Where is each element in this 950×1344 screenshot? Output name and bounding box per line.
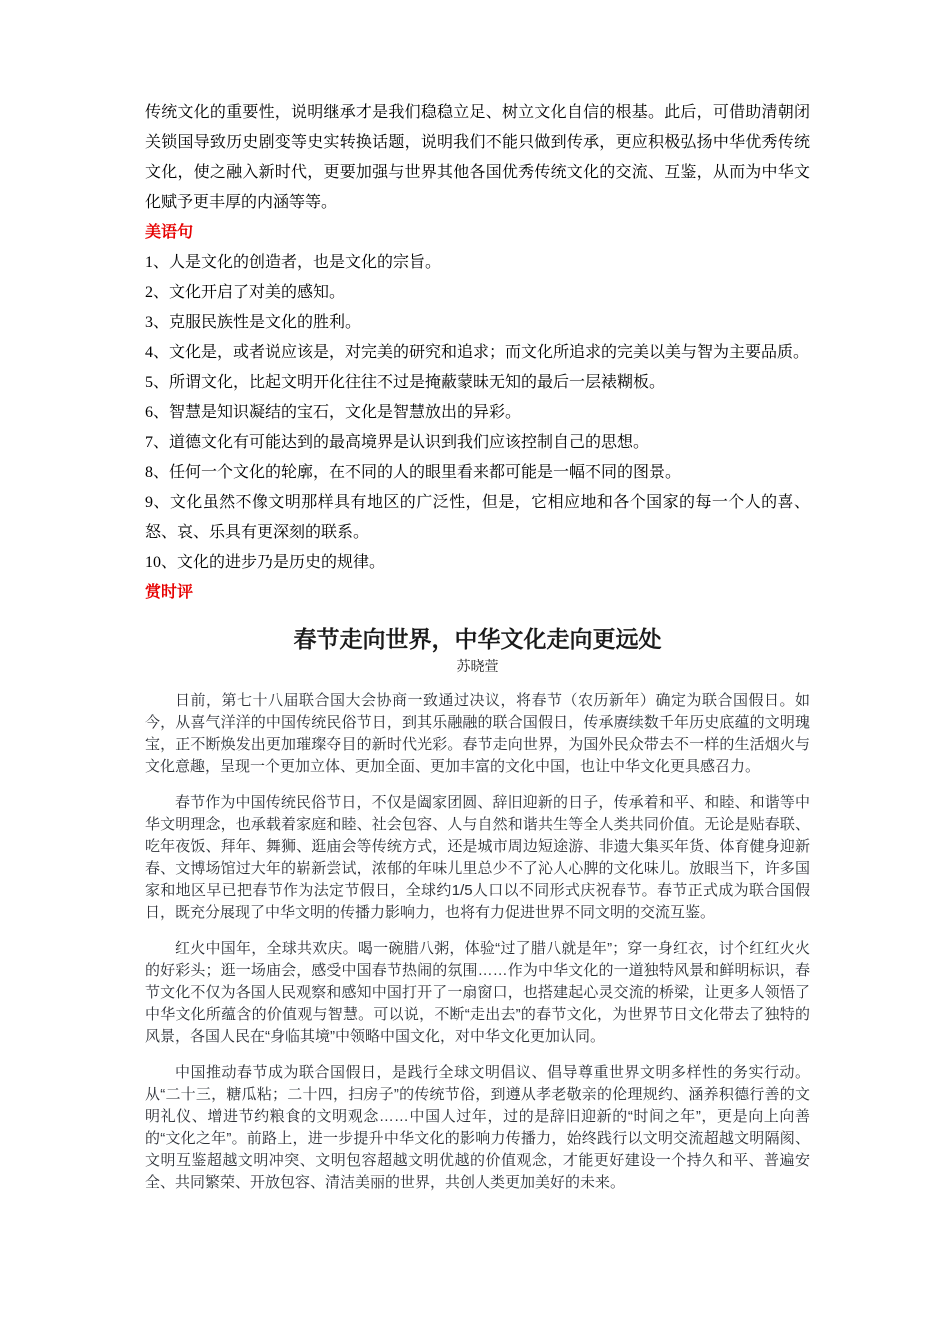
sentence-item-5: 5、所谓文化，比起文明开化往往不过是掩蔽蒙昧无知的最后一层裱糊板。 xyxy=(145,374,666,391)
sentence-item-9: 9、文化虽然不像文明那样具有地区的广泛性，但是，它相应地和各个国家的每一个人的喜、怒、哀、乐具有更深刻的联系。 xyxy=(145,494,810,541)
sentence-item-6: 6、智慧是知识凝结的宝石，文化是智慧放出的异彩。 xyxy=(145,404,522,421)
sentence-item-8: 8、任何一个文化的轮廓，在不同的人的眼里看来都可能是一幅不同的图景。 xyxy=(145,464,682,481)
section-heading-beautiful-sentences: 美语句 xyxy=(145,224,194,241)
sentence-item-10: 10、文化的进步乃是历史的规律。 xyxy=(145,554,386,571)
sentence-item-3: 3、克服民族性是文化的胜利。 xyxy=(145,314,362,331)
essay-paragraph-2: 春节作为中国传统民俗节日，不仅是阖家团圆、辞旧迎新的日子，传承着和平、和睦、和谐等中华文明理念，也承载着家庭和睦、社会包容、人与自然和谐共生等全人类共同价值。无论是贴春联、吃年夜饭、拜年、舞狮、逛庙会等传统方式，还是城市周边短途游、非遗大集买年货、体育健身迎新春、文博场馆过大年的崭新尝试，浓郁的年味儿里总少不了沁人心脾的文化味儿。放眼当下，许多国家和地区早已把春节作为法定节假日，全球约1/5人口以不同形式庆祝春节。春节正式成为联合国假日，既充分展现了中华文明的传播力影响力，也将有力促进世界不同文明的交流互鉴。 xyxy=(145,794,810,921)
intro-paragraph: 传统文化的重要性，说明继承才是我们稳稳立足、树立文化自信的根基。此后，可借助清朝闭关锁国导致历史剧变等史实转换话题，说明我们不能只做到传承，更应积极弘扬中华优秀传统文化，使之融入新时代，更要加强与世界其他各国优秀传统文化的交流、互鉴，从而为中华文化赋予更丰厚的内涵等等。 xyxy=(145,104,810,211)
sentence-item-2: 2、文化开启了对美的感知。 xyxy=(145,284,346,301)
section-heading-review: 赏时评 xyxy=(145,584,194,601)
sentence-item-4: 4、文化是，或者说应该是，对完美的研究和追求；而文化所追求的完美以美与智为主要品质。 xyxy=(145,344,810,361)
essay-paragraph-4: 中国推动春节成为联合国假日，是践行全球文明倡议、倡导尊重世界文明多样性的务实行动。从“二十三，糖瓜粘；二十四，扫房子”的传统节俗，到遵从孝老敬亲的伦理规约、涵养积德行善的文明礼仪、增进节约粮食的文明观念……中国人过年，过的是辞旧迎新的“时间之年”，更是向上向善的“文化之年”。前路上，进一步提升中华文化的影响力传播力，始终践行以文明交流超越文明隔阂、文明互鉴超越文明冲突、文明包容超越文明优越的价值观念，才能更好建设一个持久和平、普遍安全、共同繁荣、开放包容、清洁美丽的世界，共创人类更加美好的未来。 xyxy=(145,1064,810,1191)
essay-author: 苏晓萱 xyxy=(456,658,499,674)
sentence-item-1: 1、人是文化的创造者，也是文化的宗旨。 xyxy=(145,254,442,271)
sentence-item-7: 7、道德文化有可能达到的最高境界是认识到我们应该控制自己的思想。 xyxy=(145,434,650,451)
essay-title: 春节走向世界，中华文化走向更远处 xyxy=(293,626,662,652)
essay-paragraph-3: 红火中国年，全球共欢庆。喝一碗腊八粥，体验“过了腊八就是年”；穿一身红衣，讨个红红火火的好彩头；逛一场庙会，感受中国春节热闹的氛围……作为中华文化的一道独特风景和鲜明标识，春节文化不仅为各国人民观察和感知中国打开了一扇窗口，也搭建起心灵交流的桥梁，让更多人领悟了中华文化所蕴含的价值观与智慧。可以说，不断“走出去”的春节文化，为世界节日文化带去了独特的风景，各国人民在“身临其境”中领略中国文化，对中华文化更加认同。 xyxy=(145,940,810,1045)
essay-paragraph-1: 日前，第七十八届联合国大会协商一致通过决议，将春节（农历新年）确定为联合国假日。如今，从喜气洋洋的中国传统民俗节日，到其乐融融的联合国假日，传承赓续数千年历史底蕴的文明瑰宝，正不断焕发出更加璀璨夺目的新时代光彩。春节走向世界，为国外民众带去不一样的生活烟火与文化意趣，呈现一个更加立体、更加全面、更加丰富的文化中国，也让中华文化更具感召力。 xyxy=(145,692,810,775)
